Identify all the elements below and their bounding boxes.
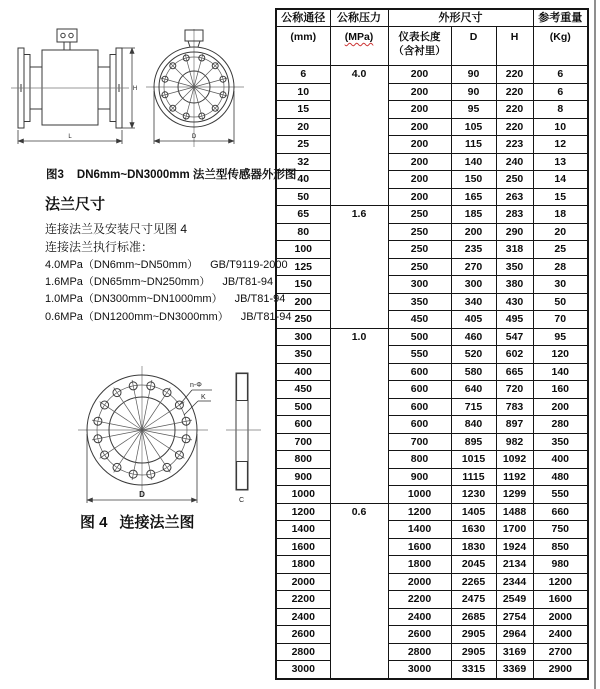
header-pressure-unit bbox=[330, 27, 388, 66]
table-row bbox=[276, 521, 588, 539]
cell-h: 3369 bbox=[496, 661, 533, 679]
cell-d: 715 bbox=[451, 398, 496, 416]
cell-length: 2800 bbox=[388, 643, 451, 661]
header-length-line2: （含衬里） bbox=[393, 44, 446, 57]
cell-h: 263 bbox=[496, 188, 533, 206]
cell-weight: 1200 bbox=[533, 573, 588, 591]
figure4-caption-text: 连接法兰图 bbox=[119, 514, 195, 531]
cell-length: 200 bbox=[388, 136, 451, 154]
cell-diameter: 200 bbox=[276, 293, 330, 311]
cell-weight: 10 bbox=[533, 118, 588, 136]
cell-d: 150 bbox=[451, 171, 496, 189]
cell-h: 2344 bbox=[496, 573, 533, 591]
table-row bbox=[276, 416, 588, 434]
cell-length: 1000 bbox=[388, 486, 451, 504]
cell-h: 220 bbox=[496, 118, 533, 136]
cell-length: 350 bbox=[388, 293, 451, 311]
cell-length: 200 bbox=[388, 153, 451, 171]
cell-h: 2549 bbox=[496, 591, 533, 609]
cell-d: 3315 bbox=[451, 661, 496, 679]
cell-diameter: 80 bbox=[276, 223, 330, 241]
cell-diameter: 2600 bbox=[276, 626, 330, 644]
cell-length: 550 bbox=[388, 346, 451, 364]
table-row bbox=[276, 346, 588, 364]
cell-pressure: 0.6 bbox=[330, 503, 388, 679]
cell-h: 220 bbox=[496, 66, 533, 84]
table-row bbox=[276, 328, 588, 346]
cell-diameter: 32 bbox=[276, 153, 330, 171]
dim-label-D: D bbox=[191, 134, 197, 140]
cell-diameter: 900 bbox=[276, 468, 330, 486]
cell-h: 547 bbox=[496, 328, 533, 346]
cell-diameter: 10 bbox=[276, 83, 330, 101]
flange-section-view bbox=[236, 373, 248, 490]
cell-diameter: 700 bbox=[276, 433, 330, 451]
header-d: D bbox=[451, 27, 496, 66]
cell-diameter: 40 bbox=[276, 171, 330, 189]
cell-length: 2200 bbox=[388, 591, 451, 609]
label-n-phi: n-Φ bbox=[190, 382, 202, 389]
cell-h: 982 bbox=[496, 433, 533, 451]
cell-length: 200 bbox=[388, 188, 451, 206]
table-row bbox=[276, 451, 588, 469]
cell-h: 720 bbox=[496, 381, 533, 399]
spec-table-body bbox=[276, 66, 588, 679]
table-row bbox=[276, 276, 588, 294]
cell-diameter: 50 bbox=[276, 188, 330, 206]
cell-diameter: 500 bbox=[276, 398, 330, 416]
cell-h: 380 bbox=[496, 276, 533, 294]
cell-length: 3000 bbox=[388, 661, 451, 679]
cell-d: 580 bbox=[451, 363, 496, 381]
cell-length: 1200 bbox=[388, 503, 451, 521]
cell-diameter: 600 bbox=[276, 416, 330, 434]
cell-h: 602 bbox=[496, 346, 533, 364]
cell-d: 1830 bbox=[451, 538, 496, 556]
cell-h: 220 bbox=[496, 83, 533, 101]
standard-line bbox=[45, 291, 291, 308]
cell-diameter: 65 bbox=[276, 206, 330, 224]
cell-d: 2045 bbox=[451, 556, 496, 574]
cell-h: 350 bbox=[496, 258, 533, 276]
cell-h: 495 bbox=[496, 311, 533, 329]
cell-weight: 1600 bbox=[533, 591, 588, 609]
cell-h: 897 bbox=[496, 416, 533, 434]
label-K: K bbox=[201, 394, 206, 401]
standard-spec: 0.6MPa（DN1200mm~DN3000mm） bbox=[45, 310, 229, 323]
cell-h: 3169 bbox=[496, 643, 533, 661]
header-outline: 外形尺寸 bbox=[388, 9, 533, 27]
label-C: C bbox=[239, 497, 245, 504]
cell-length: 900 bbox=[388, 468, 451, 486]
cell-weight: 14 bbox=[533, 171, 588, 189]
standard-spec: 1.0MPa（DN300mm~DN1000mm） bbox=[45, 293, 223, 306]
cell-d: 1630 bbox=[451, 521, 496, 539]
cell-h: 2754 bbox=[496, 608, 533, 626]
cell-length: 250 bbox=[388, 241, 451, 259]
table-row bbox=[276, 503, 588, 521]
table-row bbox=[276, 66, 588, 84]
table-row bbox=[276, 363, 588, 381]
cell-d: 95 bbox=[451, 101, 496, 119]
cell-pressure: 1.6 bbox=[330, 206, 388, 329]
table-row bbox=[276, 608, 588, 626]
figure3-caption bbox=[46, 166, 296, 182]
table-row bbox=[276, 136, 588, 154]
cell-diameter: 2200 bbox=[276, 591, 330, 609]
cell-d: 90 bbox=[451, 83, 496, 101]
dim-label-L: L bbox=[68, 134, 72, 140]
cell-weight: 18 bbox=[533, 206, 588, 224]
table-row bbox=[276, 433, 588, 451]
cell-weight: 850 bbox=[533, 538, 588, 556]
cell-length: 1400 bbox=[388, 521, 451, 539]
standard-code: JB/T81-94 bbox=[234, 293, 286, 306]
cell-h: 240 bbox=[496, 153, 533, 171]
standard-spec: 1.6MPa（DN65mm~DN250mm） bbox=[45, 276, 211, 289]
spec-table-container bbox=[275, 8, 589, 680]
cell-length: 800 bbox=[388, 451, 451, 469]
page-edge-line bbox=[594, 0, 596, 689]
cell-h: 1192 bbox=[496, 468, 533, 486]
table-row bbox=[276, 486, 588, 504]
table-row bbox=[276, 171, 588, 189]
cell-length: 200 bbox=[388, 171, 451, 189]
table-row bbox=[276, 573, 588, 591]
cell-h: 1700 bbox=[496, 521, 533, 539]
cell-weight: 550 bbox=[533, 486, 588, 504]
cell-length: 250 bbox=[388, 206, 451, 224]
cell-diameter: 100 bbox=[276, 241, 330, 259]
cell-weight: 70 bbox=[533, 311, 588, 329]
table-row bbox=[276, 188, 588, 206]
cell-diameter: 2400 bbox=[276, 608, 330, 626]
table-row bbox=[276, 661, 588, 679]
cell-length: 600 bbox=[388, 363, 451, 381]
table-row bbox=[276, 381, 588, 399]
cell-pressure: 4.0 bbox=[330, 66, 388, 206]
cell-weight: 350 bbox=[533, 433, 588, 451]
cell-weight: 12 bbox=[533, 136, 588, 154]
cell-weight: 30 bbox=[533, 276, 588, 294]
cell-length: 250 bbox=[388, 258, 451, 276]
cell-weight: 2000 bbox=[533, 608, 588, 626]
cell-weight: 6 bbox=[533, 66, 588, 84]
pressure-unit-spellcheck: (MPa) bbox=[344, 31, 374, 43]
cell-length: 500 bbox=[388, 328, 451, 346]
standard-code: JB/T81-94 bbox=[222, 276, 274, 289]
cell-weight: 750 bbox=[533, 521, 588, 539]
cell-weight: 50 bbox=[533, 293, 588, 311]
cell-d: 200 bbox=[451, 223, 496, 241]
cell-pressure: 1.0 bbox=[330, 328, 388, 503]
figure4-caption bbox=[80, 511, 195, 532]
table-row bbox=[276, 241, 588, 259]
table-row bbox=[276, 83, 588, 101]
cell-weight: 2700 bbox=[533, 643, 588, 661]
cell-d: 1230 bbox=[451, 486, 496, 504]
cell-d: 1015 bbox=[451, 451, 496, 469]
cell-d: 2905 bbox=[451, 626, 496, 644]
cell-weight: 660 bbox=[533, 503, 588, 521]
figure3-caption-number: 图3 bbox=[46, 169, 64, 181]
cell-diameter: 2000 bbox=[276, 573, 330, 591]
cell-diameter: 250 bbox=[276, 311, 330, 329]
standard-code: JB/T81-94 bbox=[240, 310, 292, 323]
cell-d: 115 bbox=[451, 136, 496, 154]
cell-weight: 480 bbox=[533, 468, 588, 486]
flange-size-heading: 法兰尺寸 bbox=[45, 196, 106, 213]
standard-line bbox=[45, 309, 291, 326]
header-pressure: 公称压力 bbox=[330, 9, 388, 27]
cell-length: 200 bbox=[388, 118, 451, 136]
standard-line bbox=[45, 274, 291, 291]
cell-d: 2905 bbox=[451, 643, 496, 661]
cell-diameter: 150 bbox=[276, 276, 330, 294]
cell-length: 200 bbox=[388, 66, 451, 84]
cell-weight: 280 bbox=[533, 416, 588, 434]
cell-h: 783 bbox=[496, 398, 533, 416]
cell-weight: 8 bbox=[533, 101, 588, 119]
cell-h: 250 bbox=[496, 171, 533, 189]
cell-diameter: 2800 bbox=[276, 643, 330, 661]
header-row-2 bbox=[276, 27, 588, 66]
cell-diameter: 400 bbox=[276, 363, 330, 381]
cell-length: 1800 bbox=[388, 556, 451, 574]
cell-weight: 15 bbox=[533, 188, 588, 206]
header-diameter: 公称通径 bbox=[276, 9, 330, 27]
cell-length: 2000 bbox=[388, 573, 451, 591]
header-weight-unit: (Kg) bbox=[533, 27, 588, 66]
table-row bbox=[276, 206, 588, 224]
cell-length: 200 bbox=[388, 83, 451, 101]
table-row bbox=[276, 311, 588, 329]
cell-h: 1924 bbox=[496, 538, 533, 556]
cell-d: 840 bbox=[451, 416, 496, 434]
table-row bbox=[276, 223, 588, 241]
cell-d: 640 bbox=[451, 381, 496, 399]
cell-diameter: 1800 bbox=[276, 556, 330, 574]
figure3-caption-text: DN6mm~DN3000mm 法兰型传感器外形图 bbox=[76, 169, 297, 181]
cell-h: 430 bbox=[496, 293, 533, 311]
cell-diameter: 350 bbox=[276, 346, 330, 364]
cell-length: 450 bbox=[388, 311, 451, 329]
cell-d: 2475 bbox=[451, 591, 496, 609]
cell-weight: 140 bbox=[533, 363, 588, 381]
cell-diameter: 300 bbox=[276, 328, 330, 346]
cell-weight: 6 bbox=[533, 83, 588, 101]
cell-length: 2600 bbox=[388, 626, 451, 644]
cell-diameter: 20 bbox=[276, 118, 330, 136]
figure4-flange-drawing bbox=[40, 360, 270, 510]
cell-weight: 95 bbox=[533, 328, 588, 346]
header-length-line1: 仪表长度 bbox=[398, 31, 441, 43]
cell-weight: 200 bbox=[533, 398, 588, 416]
cell-diameter: 800 bbox=[276, 451, 330, 469]
cell-weight: 25 bbox=[533, 241, 588, 259]
cell-length: 1600 bbox=[388, 538, 451, 556]
cell-diameter: 450 bbox=[276, 381, 330, 399]
cell-d: 165 bbox=[451, 188, 496, 206]
cell-h: 223 bbox=[496, 136, 533, 154]
cell-length: 2400 bbox=[388, 608, 451, 626]
dim-label-D: D bbox=[139, 490, 145, 499]
cell-d: 2265 bbox=[451, 573, 496, 591]
cell-weight: 980 bbox=[533, 556, 588, 574]
cell-d: 105 bbox=[451, 118, 496, 136]
cell-d: 340 bbox=[451, 293, 496, 311]
cell-weight: 400 bbox=[533, 451, 588, 469]
table-row bbox=[276, 293, 588, 311]
cell-h: 1488 bbox=[496, 503, 533, 521]
cell-h: 2134 bbox=[496, 556, 533, 574]
cell-h: 1299 bbox=[496, 486, 533, 504]
cell-weight: 2400 bbox=[533, 626, 588, 644]
cell-diameter: 25 bbox=[276, 136, 330, 154]
standard-code: GB/T9119-2000 bbox=[210, 259, 288, 271]
table-row bbox=[276, 101, 588, 119]
cell-h: 283 bbox=[496, 206, 533, 224]
cell-length: 250 bbox=[388, 223, 451, 241]
table-row bbox=[276, 556, 588, 574]
cell-diameter: 6 bbox=[276, 66, 330, 84]
flange-spec-table bbox=[275, 8, 589, 680]
cell-diameter: 1400 bbox=[276, 521, 330, 539]
cell-h: 2964 bbox=[496, 626, 533, 644]
table-row bbox=[276, 643, 588, 661]
table-row bbox=[276, 538, 588, 556]
cell-diameter: 1200 bbox=[276, 503, 330, 521]
cell-weight: 28 bbox=[533, 258, 588, 276]
table-row bbox=[276, 468, 588, 486]
header-row-1 bbox=[276, 9, 588, 27]
cell-length: 300 bbox=[388, 276, 451, 294]
flange-install-note: 连接法兰及安装尺寸见图 4 bbox=[45, 222, 188, 236]
table-row bbox=[276, 626, 588, 644]
cell-d: 185 bbox=[451, 206, 496, 224]
figure3-side-view-drawing bbox=[8, 25, 138, 160]
header-diameter-unit: (mm) bbox=[276, 27, 330, 66]
cell-d: 460 bbox=[451, 328, 496, 346]
dim-label-H: H bbox=[132, 86, 138, 92]
header-length bbox=[388, 27, 451, 66]
table-row bbox=[276, 591, 588, 609]
cell-diameter: 15 bbox=[276, 101, 330, 119]
cell-d: 405 bbox=[451, 311, 496, 329]
cell-length: 200 bbox=[388, 101, 451, 119]
cell-h: 318 bbox=[496, 241, 533, 259]
cell-weight: 160 bbox=[533, 381, 588, 399]
cell-weight: 2900 bbox=[533, 661, 588, 679]
cell-d: 2685 bbox=[451, 608, 496, 626]
standard-line bbox=[45, 257, 291, 274]
cell-length: 600 bbox=[388, 381, 451, 399]
table-row bbox=[276, 153, 588, 171]
table-row bbox=[276, 398, 588, 416]
standard-spec: 4.0MPa（DN6mm~DN50mm） bbox=[45, 259, 199, 271]
figure3-front-view-drawing bbox=[140, 25, 265, 160]
cell-d: 90 bbox=[451, 66, 496, 84]
leader-K bbox=[184, 401, 211, 415]
cell-length: 700 bbox=[388, 433, 451, 451]
cell-diameter: 1600 bbox=[276, 538, 330, 556]
cell-diameter: 125 bbox=[276, 258, 330, 276]
cell-d: 300 bbox=[451, 276, 496, 294]
header-h: H bbox=[496, 27, 533, 66]
cell-d: 235 bbox=[451, 241, 496, 259]
table-row bbox=[276, 258, 588, 276]
cell-d: 1405 bbox=[451, 503, 496, 521]
cell-h: 1092 bbox=[496, 451, 533, 469]
cell-diameter: 1000 bbox=[276, 486, 330, 504]
table-row bbox=[276, 118, 588, 136]
cell-h: 665 bbox=[496, 363, 533, 381]
cell-d: 895 bbox=[451, 433, 496, 451]
cell-d: 140 bbox=[451, 153, 496, 171]
cell-length: 600 bbox=[388, 398, 451, 416]
cell-weight: 20 bbox=[533, 223, 588, 241]
flange-standard-note: 连接法兰执行标准： bbox=[45, 240, 154, 254]
sensor-side-view bbox=[18, 29, 122, 128]
cell-h: 290 bbox=[496, 223, 533, 241]
flange-standards-list bbox=[45, 257, 291, 326]
cell-length: 600 bbox=[388, 416, 451, 434]
cell-h: 220 bbox=[496, 101, 533, 119]
cell-d: 1115 bbox=[451, 468, 496, 486]
cell-weight: 120 bbox=[533, 346, 588, 364]
cell-d: 270 bbox=[451, 258, 496, 276]
cell-weight: 13 bbox=[533, 153, 588, 171]
cell-diameter: 3000 bbox=[276, 661, 330, 679]
header-weight: 参考重量 bbox=[533, 9, 588, 27]
cell-d: 520 bbox=[451, 346, 496, 364]
figure4-caption-number: 图 4 bbox=[80, 514, 108, 531]
